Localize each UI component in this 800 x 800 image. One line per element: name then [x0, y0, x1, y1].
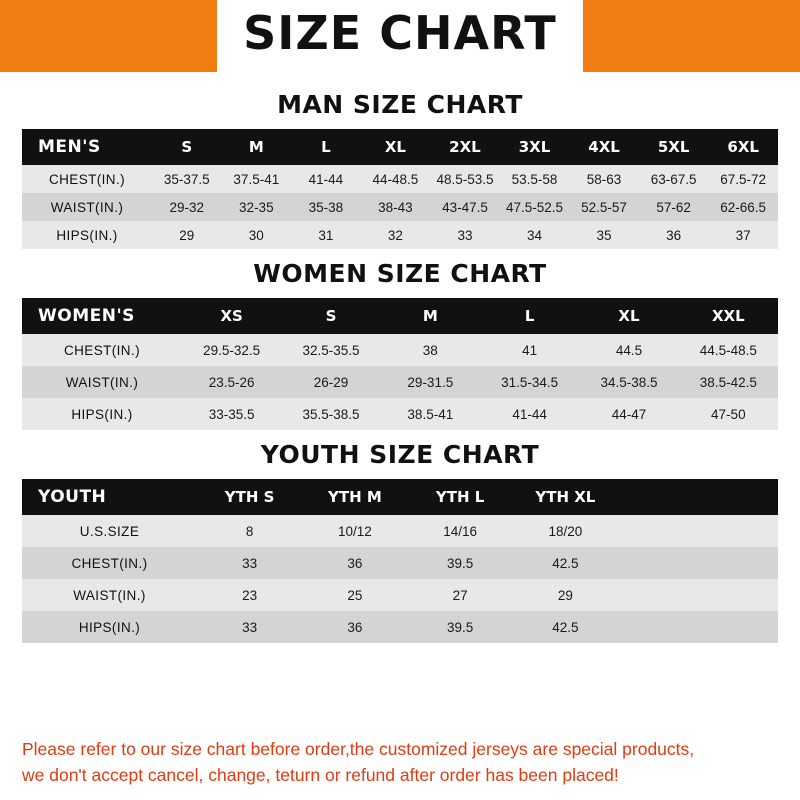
youth-ussize-xl: 18/20	[548, 523, 583, 539]
order-policy-note	[0, 726, 800, 800]
header-right-fill	[682, 0, 800, 72]
women-chest-xxl: 44.5-48.5	[699, 342, 757, 358]
men-hips-5xl: 36	[666, 227, 682, 243]
youth-chest-s: 33	[242, 555, 258, 571]
youth-waist-xl: 29	[557, 587, 573, 603]
youth-hips-l: 39.5	[446, 619, 474, 635]
men-chest-5xl: 63-67.5	[650, 171, 697, 187]
men-row-label-chest: CHEST(IN.)	[49, 171, 125, 187]
table-row	[22, 193, 778, 221]
youth-ussize-s: 8	[245, 523, 254, 539]
youth-row-label-waist: WAIST(IN.)	[73, 587, 146, 603]
women-hips-m: 38.5-41	[407, 406, 454, 422]
women-waist-xxl: 38.5-42.5	[699, 374, 757, 390]
women-hips-s: 35.5-38.5	[302, 406, 360, 422]
men-chest-s: 35-37.5	[163, 171, 210, 187]
table-row	[22, 515, 778, 547]
women-chest-xl: 44.5	[615, 342, 643, 358]
men-waist-s: 29-32	[169, 199, 205, 215]
men-chest-3xl: 53.5-58	[511, 171, 558, 187]
youth-ussize-spacer	[618, 515, 778, 547]
youth-row-label-chest: CHEST(IN.)	[71, 555, 148, 571]
men-hips-s: 29	[179, 227, 195, 243]
youth-row-label-ussize: U.S.SIZE	[79, 523, 140, 539]
men-hips-6xl: 37	[735, 227, 751, 243]
section-title-youth: YOUTH SIZE CHART	[260, 440, 540, 469]
men-chest-m: 37.5-41	[233, 171, 280, 187]
men-row-label-hips: HIPS(IN.)	[56, 227, 118, 243]
men-col-m: M	[248, 138, 264, 156]
charts-container	[0, 72, 800, 726]
men-hips-xl: 32	[387, 227, 403, 243]
women-waist-xs: 23.5-26	[208, 374, 255, 390]
table-header-row	[22, 129, 778, 165]
youth-chest-xl: 42.5	[552, 555, 579, 571]
section-title-men: MAN SIZE CHART	[277, 90, 523, 119]
women-hips-l: 41-44	[512, 406, 547, 422]
youth-corner-label: YOUTH	[38, 487, 107, 507]
youth-row-label-hips: HIPS(IN.)	[78, 619, 141, 635]
men-corner-label: MEN'S	[38, 137, 101, 157]
order-policy-line-1: Please refer to our size chart before order,the customized jerseys are special products,	[22, 738, 695, 759]
table-header-row	[22, 479, 778, 515]
header-left-fill	[0, 0, 118, 72]
men-col-s: S	[181, 138, 193, 156]
men-chest-6xl: 67.5-72	[720, 171, 767, 187]
men-hips-4xl: 35	[596, 227, 612, 243]
table-header-row	[22, 298, 778, 334]
men-chest-2xl: 48.5-53.5	[436, 171, 494, 187]
youth-ussize-m: 10/12	[337, 523, 372, 539]
table-row	[22, 547, 778, 579]
youth-chest-l: 39.5	[446, 555, 474, 571]
men-chest-xl: 44-48.5	[372, 171, 419, 187]
men-waist-2xl: 43-47.5	[442, 199, 488, 215]
women-row-label-hips: HIPS(IN.)	[71, 406, 133, 422]
youth-hips-xl: 42.5	[552, 619, 579, 635]
women-col-l: L	[524, 307, 535, 325]
men-col-4xl: 4XL	[588, 138, 620, 156]
women-chest-s: 32.5-35.5	[302, 342, 360, 358]
women-chest-xs: 29.5-32.5	[203, 342, 261, 358]
men-hips-2xl: 33	[457, 227, 473, 243]
men-size-table	[22, 129, 778, 249]
order-policy-line-2: we don't accept cancel, change, teturn or refund after order has been placed!	[22, 764, 619, 785]
women-row-label-chest: CHEST(IN.)	[64, 342, 140, 358]
section-title-women: WOMEN SIZE CHART	[253, 259, 547, 288]
men-col-5xl: 5XL	[657, 138, 690, 156]
men-waist-l: 35-38	[308, 199, 344, 215]
women-col-m: M	[422, 307, 438, 325]
youth-hips-s: 33	[242, 619, 258, 635]
women-col-xxl: XXL	[711, 307, 745, 325]
youth-waist-l: 27	[452, 587, 468, 603]
men-waist-m: 32-35	[239, 199, 274, 215]
women-col-xs: XS	[220, 307, 243, 325]
youth-hips-spacer	[618, 611, 778, 643]
women-size-table	[22, 298, 778, 430]
youth-ussize-l: 14/16	[443, 523, 478, 539]
men-col-l: L	[321, 138, 331, 156]
women-hips-xs: 33-35.5	[208, 406, 255, 422]
women-waist-m: 29-31.5	[407, 374, 454, 390]
women-col-s: S	[325, 307, 337, 325]
section-women	[22, 259, 778, 430]
table-row	[22, 221, 778, 249]
youth-col-xl: YTH XL	[535, 488, 596, 506]
table-row	[22, 611, 778, 643]
women-row-label-waist: WAIST(IN.)	[65, 374, 139, 390]
header-banner	[0, 0, 800, 72]
men-waist-5xl: 57-62	[656, 199, 691, 215]
men-waist-6xl: 62-66.5	[720, 199, 767, 215]
section-youth	[22, 440, 778, 643]
youth-col-m: YTH M	[327, 488, 382, 506]
table-row	[22, 579, 778, 611]
women-chest-l: 41	[522, 342, 538, 358]
women-waist-l: 31.5-34.5	[501, 374, 559, 390]
women-waist-s: 26-29	[313, 374, 349, 390]
youth-chest-spacer	[618, 547, 778, 579]
men-hips-m: 30	[248, 227, 264, 243]
youth-waist-m: 25	[347, 587, 363, 603]
men-hips-l: 31	[318, 227, 334, 243]
men-col-xl: XL	[384, 138, 406, 156]
youth-waist-spacer	[618, 579, 778, 611]
table-row	[22, 366, 778, 398]
women-hips-xxl: 47-50	[711, 406, 746, 422]
youth-col-s: YTH S	[224, 488, 275, 506]
women-corner-label: WOMEN'S	[38, 306, 135, 326]
men-waist-4xl: 52.5-57	[581, 199, 627, 215]
youth-hips-m: 36	[347, 619, 363, 635]
women-hips-xl: 44-47	[611, 406, 647, 422]
women-waist-xl: 34.5-38.5	[600, 374, 658, 390]
men-col-2xl: 2XL	[449, 138, 481, 156]
youth-size-table	[22, 479, 778, 643]
youth-col-l: YTH L	[435, 488, 485, 506]
men-row-label-waist: WAIST(IN.)	[50, 199, 124, 215]
page-title: SIZE CHART	[217, 0, 583, 72]
men-hips-3xl: 34	[526, 227, 543, 243]
youth-waist-s: 23	[242, 587, 258, 603]
women-chest-m: 38	[422, 342, 438, 358]
section-men	[22, 90, 778, 249]
men-col-3xl: 3XL	[518, 138, 551, 156]
table-row	[22, 334, 778, 366]
men-waist-3xl: 47.5-52.5	[505, 199, 564, 215]
men-chest-4xl: 58-63	[586, 171, 622, 187]
table-row	[22, 165, 778, 193]
youth-col-spacer	[618, 479, 778, 515]
youth-chest-m: 36	[347, 555, 363, 571]
men-chest-l: 41-44	[308, 171, 344, 187]
men-waist-xl: 38-43	[378, 199, 413, 215]
table-row	[22, 398, 778, 430]
men-col-6xl: 6XL	[727, 138, 759, 156]
women-col-xl: XL	[618, 307, 640, 325]
